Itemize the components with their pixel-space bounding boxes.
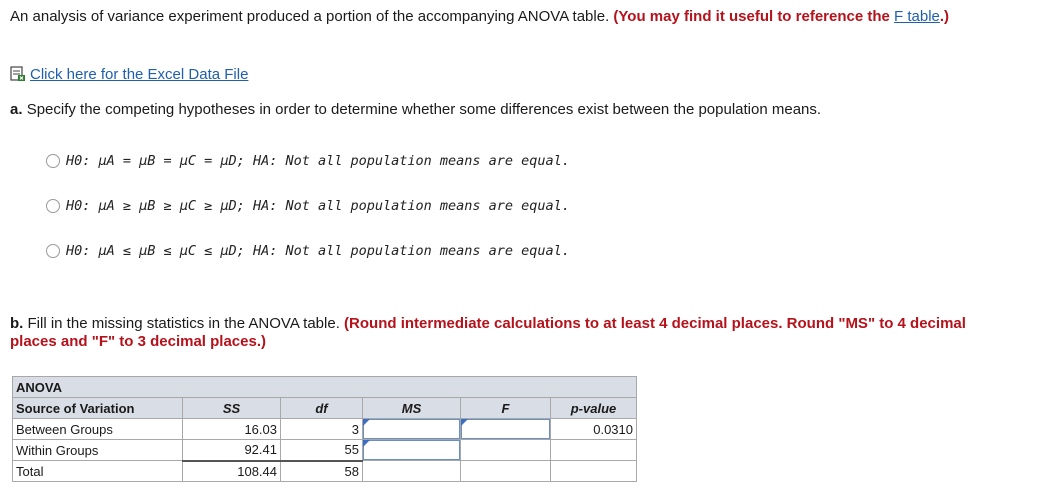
empty-cell [363, 461, 461, 482]
hypothesis-option-1[interactable] [46, 153, 570, 169]
header-source: Source of Variation [13, 398, 183, 419]
part-b-label: b. [10, 315, 24, 332]
df-between: 3 [281, 419, 363, 440]
empty-cell [461, 461, 551, 482]
empty-cell [551, 440, 637, 461]
header-f: F [461, 398, 551, 419]
source-within: Within Groups [13, 440, 183, 461]
hint-close: .) [939, 8, 950, 25]
part-a-question [10, 101, 1040, 118]
ms-within-input[interactable] [363, 440, 460, 460]
header-df: df [281, 398, 363, 419]
radio-button[interactable] [46, 199, 60, 213]
intro-text: An analysis of variance experiment produced a portion of the accompanying ANOVA table. [10, 8, 610, 25]
header-ms: MS [363, 398, 461, 419]
f-input[interactable] [461, 419, 550, 439]
ms-between-cell[interactable] [363, 419, 461, 440]
table-row-total [13, 461, 637, 482]
header-p-value: p-value [551, 398, 637, 419]
ss-total: 108.44 [183, 461, 281, 482]
excel-file-icon [10, 66, 27, 82]
empty-cell [461, 440, 551, 461]
anova-table [12, 376, 637, 482]
f-cell[interactable] [461, 419, 551, 440]
option-h0: H0: μA ≤ μB ≤ μC ≤ μD; [66, 243, 245, 259]
table-title: ANOVA [13, 377, 637, 398]
option-h0: H0: μA = μB = μC = μD; [66, 153, 245, 169]
part-a-label: a. [10, 101, 23, 118]
f-table-link[interactable]: F table [894, 8, 940, 25]
header-ss: SS [183, 398, 281, 419]
table-header-row [13, 398, 637, 419]
option-ha: HA: Not all population means are equal. [252, 153, 570, 169]
df-within: 55 [281, 440, 363, 461]
df-total: 58 [281, 461, 363, 482]
input-marker-icon [363, 440, 370, 447]
hint-open: (You may find it useful to reference the [613, 8, 895, 25]
source-total: Total [13, 461, 183, 482]
part-b-text: Fill in the missing statistics in the ANOVA table. [27, 315, 340, 332]
radio-button[interactable] [46, 154, 60, 168]
excel-data-row[interactable] [10, 64, 248, 84]
p-value: 0.0310 [551, 419, 637, 440]
part-b-question [10, 315, 1010, 351]
ss-between: 16.03 [183, 419, 281, 440]
option-h0: H0: μA ≥ μB ≥ μC ≥ μD; [66, 198, 245, 214]
ms-within-cell[interactable] [363, 440, 461, 461]
hypothesis-option-2[interactable] [46, 198, 570, 214]
radio-button[interactable] [46, 244, 60, 258]
input-marker-icon [363, 419, 370, 426]
empty-cell [551, 461, 637, 482]
source-between: Between Groups [13, 419, 183, 440]
hypothesis-option-3[interactable] [46, 243, 570, 259]
part-a-text: Specify the competing hypotheses in order to determine whether some differences exist between the population means. [26, 101, 822, 118]
ss-within: 92.41 [183, 440, 281, 461]
rounding-instruction: (Round intermediate calculations to at least 4 decimal places. Round "MS" to 4 decimal places and "F" to 3 decimal places.) [10, 315, 966, 350]
input-marker-icon [461, 419, 468, 426]
option-ha: HA: Not all population means are equal. [252, 198, 570, 214]
intro-paragraph [10, 8, 1010, 26]
ms-between-input[interactable] [363, 419, 460, 439]
table-row-within [13, 440, 637, 461]
option-ha: HA: Not all population means are equal. [252, 243, 570, 259]
excel-data-link[interactable]: Click here for the Excel Data File [30, 65, 249, 83]
table-row-between [13, 419, 637, 440]
